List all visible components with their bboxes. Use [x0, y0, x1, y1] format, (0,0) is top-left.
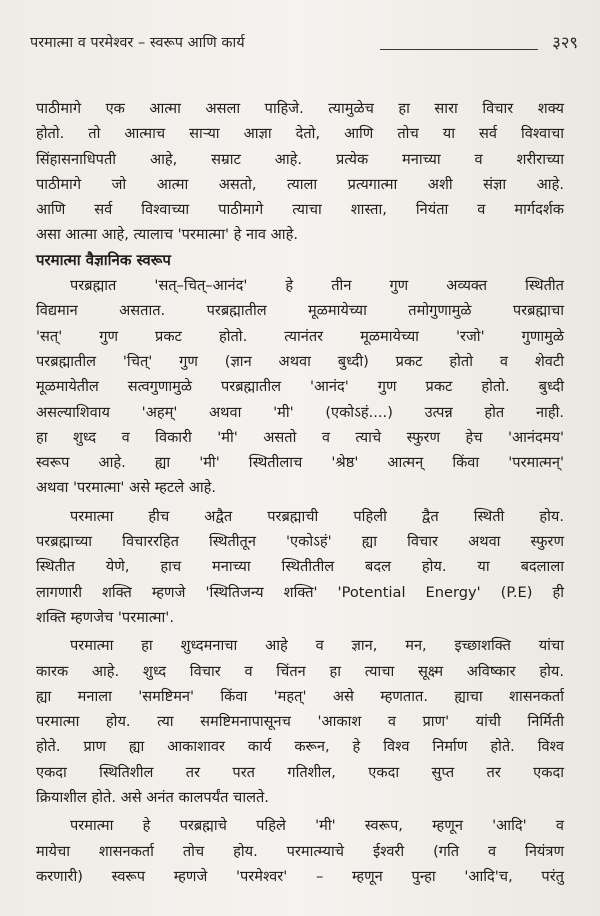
page-number: ३२९: [552, 33, 578, 52]
body-text: [36, 96, 564, 889]
text-line: मायेचा शासनकर्ता तोच होय. परमात्म्याचे ईश्वरी (गति व नियंत्रण: [36, 842, 564, 860]
text-line: 'सत्' गुण प्रकट होतो. त्यानंतर मूळमायेच्या 'रजो' गुणामुळे: [36, 327, 564, 345]
text-line: अथवा 'परमात्मा' असे म्हटले आहे.: [36, 479, 217, 497]
text-line: मूळमायेतील सत्वगुणामुळे परब्रह्मातील 'आनंद' गुण प्रकट होतो. बुध्दी: [36, 378, 564, 396]
text-line: परमात्मा हे परब्रह्माचे पहिले 'मी' स्वरूप, म्हणून 'आदि' व: [70, 817, 564, 835]
text-line: होते. प्राण ह्या आकाशावर कार्य करून, हे विश्व निर्माण होते. विश्व: [36, 738, 564, 756]
section-heading: परमात्मा वैज्ञानिक स्वरूप: [36, 250, 171, 269]
running-header: [30, 30, 578, 56]
text-line: हा शुध्द व विकारी 'मी' असतो व त्याचे स्फुरण हेच 'आनंदमय': [36, 428, 564, 446]
paragraph-2: [36, 273, 564, 501]
text-line: पाठीमागे जो आत्मा असतो, त्याला प्रत्यगात्मा अशी संज्ञा आहे.: [36, 175, 564, 193]
paragraph-1: [36, 96, 564, 248]
text-line: करणारी) स्वरूप म्हणजे 'परमेश्वर' – म्हणून पुन्हा 'आदि'च, परंतु: [36, 867, 564, 885]
text-line: असल्याशिवाय 'अहम्' अथवा 'मी' (एकोऽहं....) उत्पन्न होत नाही.: [36, 403, 564, 421]
header-rule: [380, 49, 538, 50]
text-line: असा आत्मा आहे, त्यालाच 'परमात्मा' हे नाव आहे.: [36, 226, 298, 244]
paragraph-4: [36, 633, 564, 810]
text-line: आणि सर्व विश्वाच्या पाठीमागे त्याचा शास्ता, नियंता व मार्गदर्शक: [36, 201, 564, 219]
text-line: परब्रह्मातील 'चित्' गुण (ज्ञान अथवा बुध्दी) प्रकट होतो व शेवटी: [36, 352, 564, 370]
text-line: परमात्मा होय. त्या समष्टिमनापासूनच 'आकाश व प्राण' यांची निर्मिती: [36, 713, 564, 731]
text-line: स्थितीत येणे, हाच मनाच्या स्थितीतील बदल होय. या बदलाला: [36, 558, 564, 576]
paragraph-5: [36, 813, 564, 889]
paragraph-3: [36, 504, 564, 630]
text-line: एकदा स्थितिशील तर परत गतिशील, एकदा सुप्त तर एकदा: [36, 763, 564, 781]
text-line: परब्रह्माच्या विचाररहित स्थितीतून 'एकोऽहं' ह्या विचार अथवा स्फुरण: [36, 533, 564, 551]
text-line: पाठीमागे एक आत्मा असला पाहिजे. त्यामुळेच हा सारा विचार शक्य: [36, 100, 564, 117]
text-line: कारक आहे. शुध्द विचार व चिंतन हा त्याचा सूक्ष्म अविष्कार होय.: [36, 662, 564, 680]
text-line: लागणारी शक्ति म्हणजे 'स्थितिजन्य शक्ति' 'Potential Energy' (P.E) ही: [36, 583, 564, 601]
chapter-title: परमात्मा व परमेश्वर – स्वरूप आणि कार्य: [30, 35, 245, 51]
text-line: शक्ति म्हणजेच 'परमात्मा'.: [36, 608, 174, 626]
text-line: सिंहासनाधिपती आहे, सम्राट आहे. प्रत्येक मनाच्या व शरीराच्या: [36, 150, 564, 168]
text-line: ह्या मनाला 'समष्टिमन' किंवा 'महत्' असे म्हणतात. ह्याचा शासनकर्ता: [36, 687, 564, 705]
text-line: स्वरूप आहे. ह्या 'मी' स्थितीलाच 'श्रेष्ठ' आत्मन् किंवा 'परमात्मन्': [36, 454, 564, 472]
text-line: परमात्मा हा शुध्दमनाचा आहे व ज्ञान, मन, इच्छाशक्ति यांचा: [70, 637, 564, 655]
text-line: परब्रह्मात 'सत्–चित्–आनंद' हे तीन गुण अव्यक्त स्थितीत: [70, 277, 564, 295]
text-line: होतो. तो आत्माच साऱ्या आज्ञा देतो, आणि तोच या सर्व विश्वाचा: [36, 125, 564, 143]
text-line: परमात्मा हीच अद्वैत परब्रह्माची पहिली द्वैत स्थिती होय.: [70, 507, 564, 525]
text-line: विद्यमान असतात. परब्रह्मातील मूळमायेच्या तमोगुणामुळे परब्रह्माचा: [36, 302, 564, 320]
text-line: क्रियाशील होते. असे अनंत कालपर्यंत चालते.: [36, 789, 269, 807]
